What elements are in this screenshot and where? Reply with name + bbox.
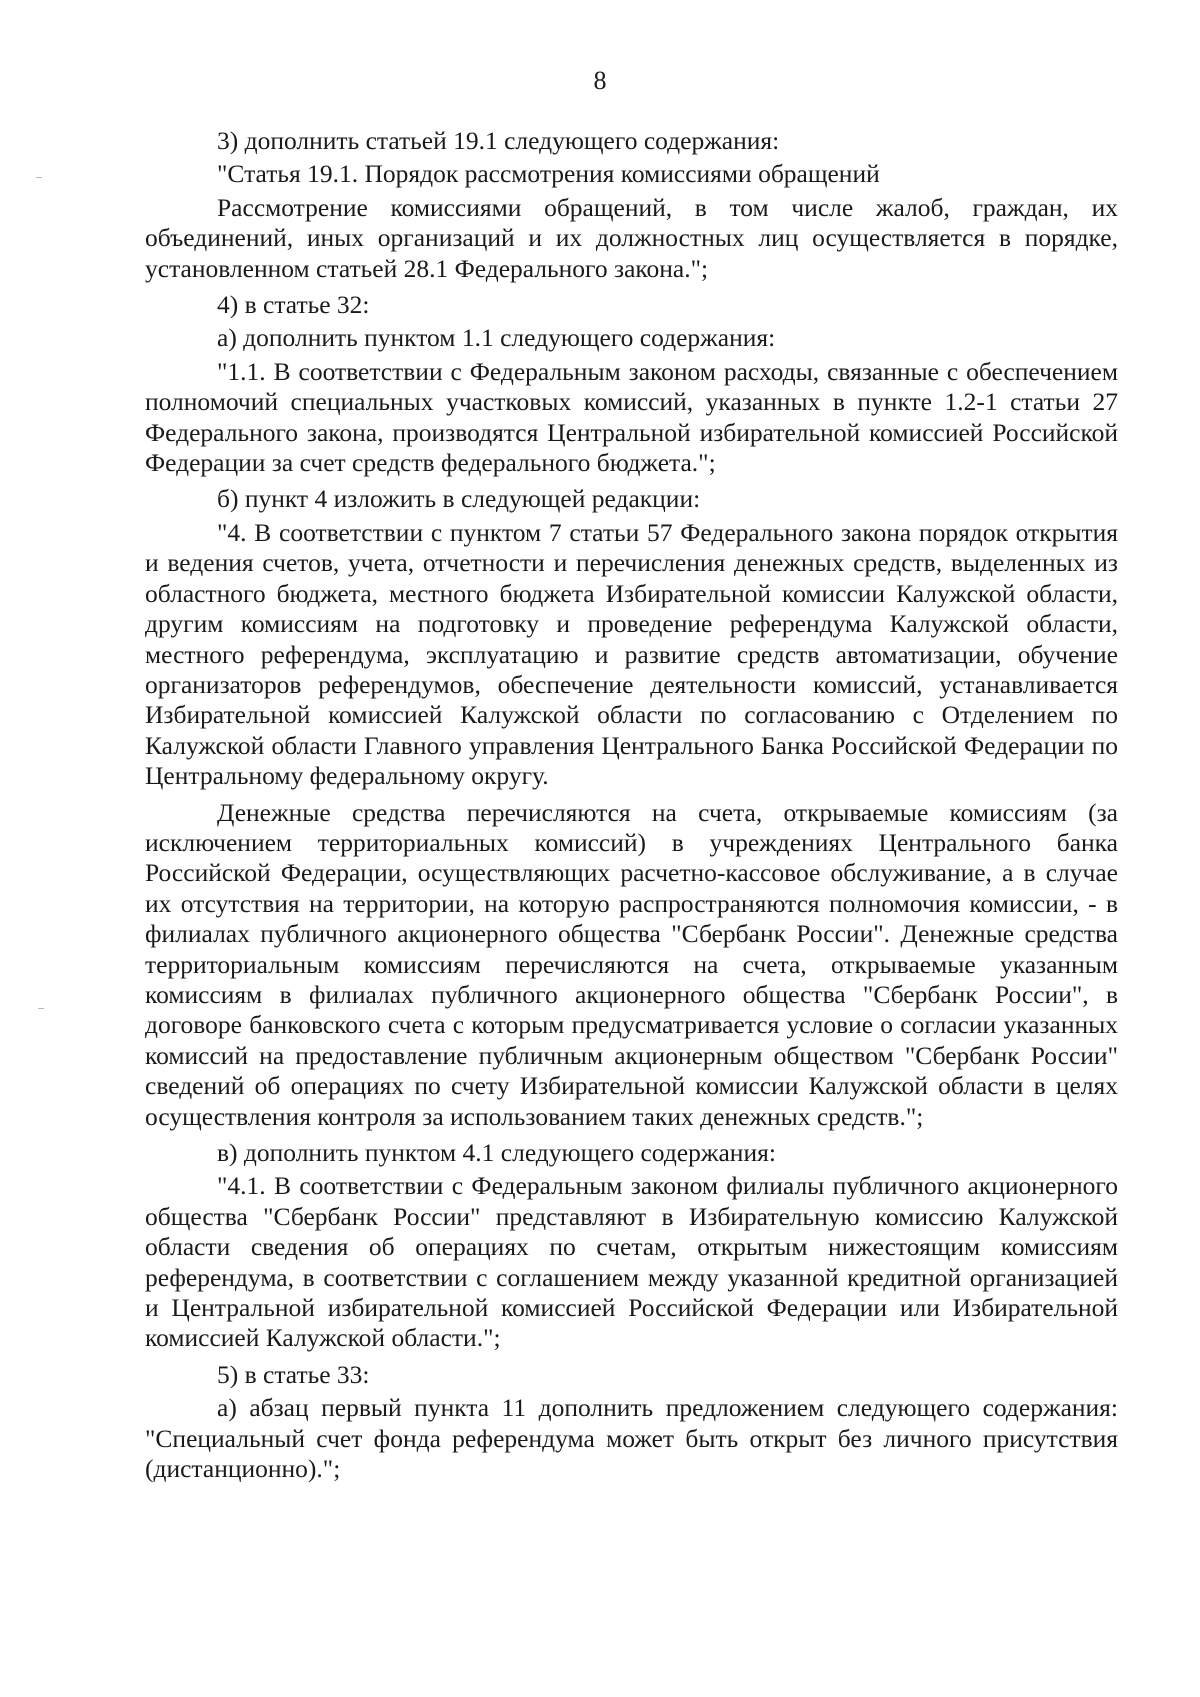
page-number: 8 — [593, 66, 607, 95]
scan-mark — [36, 177, 42, 178]
paragraph: 4) в статье 32: — [217, 290, 370, 320]
paragraph: б) пункт 4 изложить в следующей редакции: — [217, 484, 701, 514]
paragraph: Рассмотрение комиссиями обращений, в том числе жалоб, граждан, их объединений, иных организаций и их должностных лиц осуществляется в порядке, установленном статьей 28.1 Федерального закона."; — [145, 192, 1118, 283]
document-body — [145, 126, 1118, 1490]
paragraph: 3) дополнить статьей 19.1 следующего содержания: — [217, 126, 780, 155]
paragraph: "4.1. В соответствии с Федеральным законом филиалы публичного акционерного общества "Сбербанк России" представляют в Избирательную комиссию Калужской области сведения об операциях по счетам, открытым нижестоящим комиссиям референдума, в соответствии с соглашением между указанной кредитной организацией и Центральной избирательной комиссией Российской Федерации или Избирательной комиссией Калужской области."; — [145, 1171, 1118, 1353]
paragraph: Денежные средства перечисляются на счета, открываемые комиссиям (за исключением территориальных комиссий) в учреждениях Центрального банка Российской Федерации, осуществляющих расчетно-кассовое обслуживание, а в случае их отсутствия на территории, на которую распространяются полномочия комиссии, - в филиалах публичного акционерного общества "Сбербанк России". Денежные средства территориальным комиссиям перечисляются на счета, открываемые указанным комиссиям в филиалах публичного акционерного общества "Сбербанк России", в договоре банковского счета с которым предусматривается условие о согласии указанных комиссий на предоставление публичным акционерным обществом "Сбербанк России" сведений об операциях по счету Избирательной комиссии Калужской области в целях осуществления контроля за использованием таких денежных средств."; — [145, 797, 1118, 1131]
paragraph: а) абзац первый пункта 11 дополнить предложением следующего содержания: "Специальный счет фонда референдума может быть открыт без личного присутствия (дистанционно)."; — [145, 1393, 1118, 1484]
paragraph: "1.1. В соответствии с Федеральным законом расходы, связанные с обеспечением полномочий специальных участковых комиссий, указанных в пункте 1.2-1 статьи 27 Федерального закона, производятся Центральной избирательной комиссией Российской Федерации за счет средств федерального бюджета."; — [145, 356, 1118, 478]
scan-mark — [38, 1008, 44, 1009]
article-heading: "Статья 19.1. Порядок рассмотрения комиссиями обращений — [217, 159, 880, 189]
paragraph: в) дополнить пунктом 4.1 следующего содержания: — [217, 1138, 776, 1167]
paragraph: "4. В соответствии с пунктом 7 статьи 57 Федерального закона порядок открытия и ведения счетов, учета, отчетности и перечисления денежных средств, выделенных из областного бюджета, местного бюджета Избирательной комиссии Калужской области, другим комиссиям на подготовку и проведение референдума Калужской области, местного референдума, эксплуатацию и развитие средств автоматизации, обучение организаторов референдумов, обеспечение деятельности комиссий, устанавливается Избирательной комиссией Калужской области по согласованию с Отделением по Калужской области Главного управления Центрального Банка Российской Федерации по Центральному федеральному округу. — [145, 517, 1118, 791]
paragraph: 5) в статье 33: — [217, 1359, 370, 1389]
paragraph: а) дополнить пунктом 1.1 следующего содержания: — [217, 323, 776, 353]
